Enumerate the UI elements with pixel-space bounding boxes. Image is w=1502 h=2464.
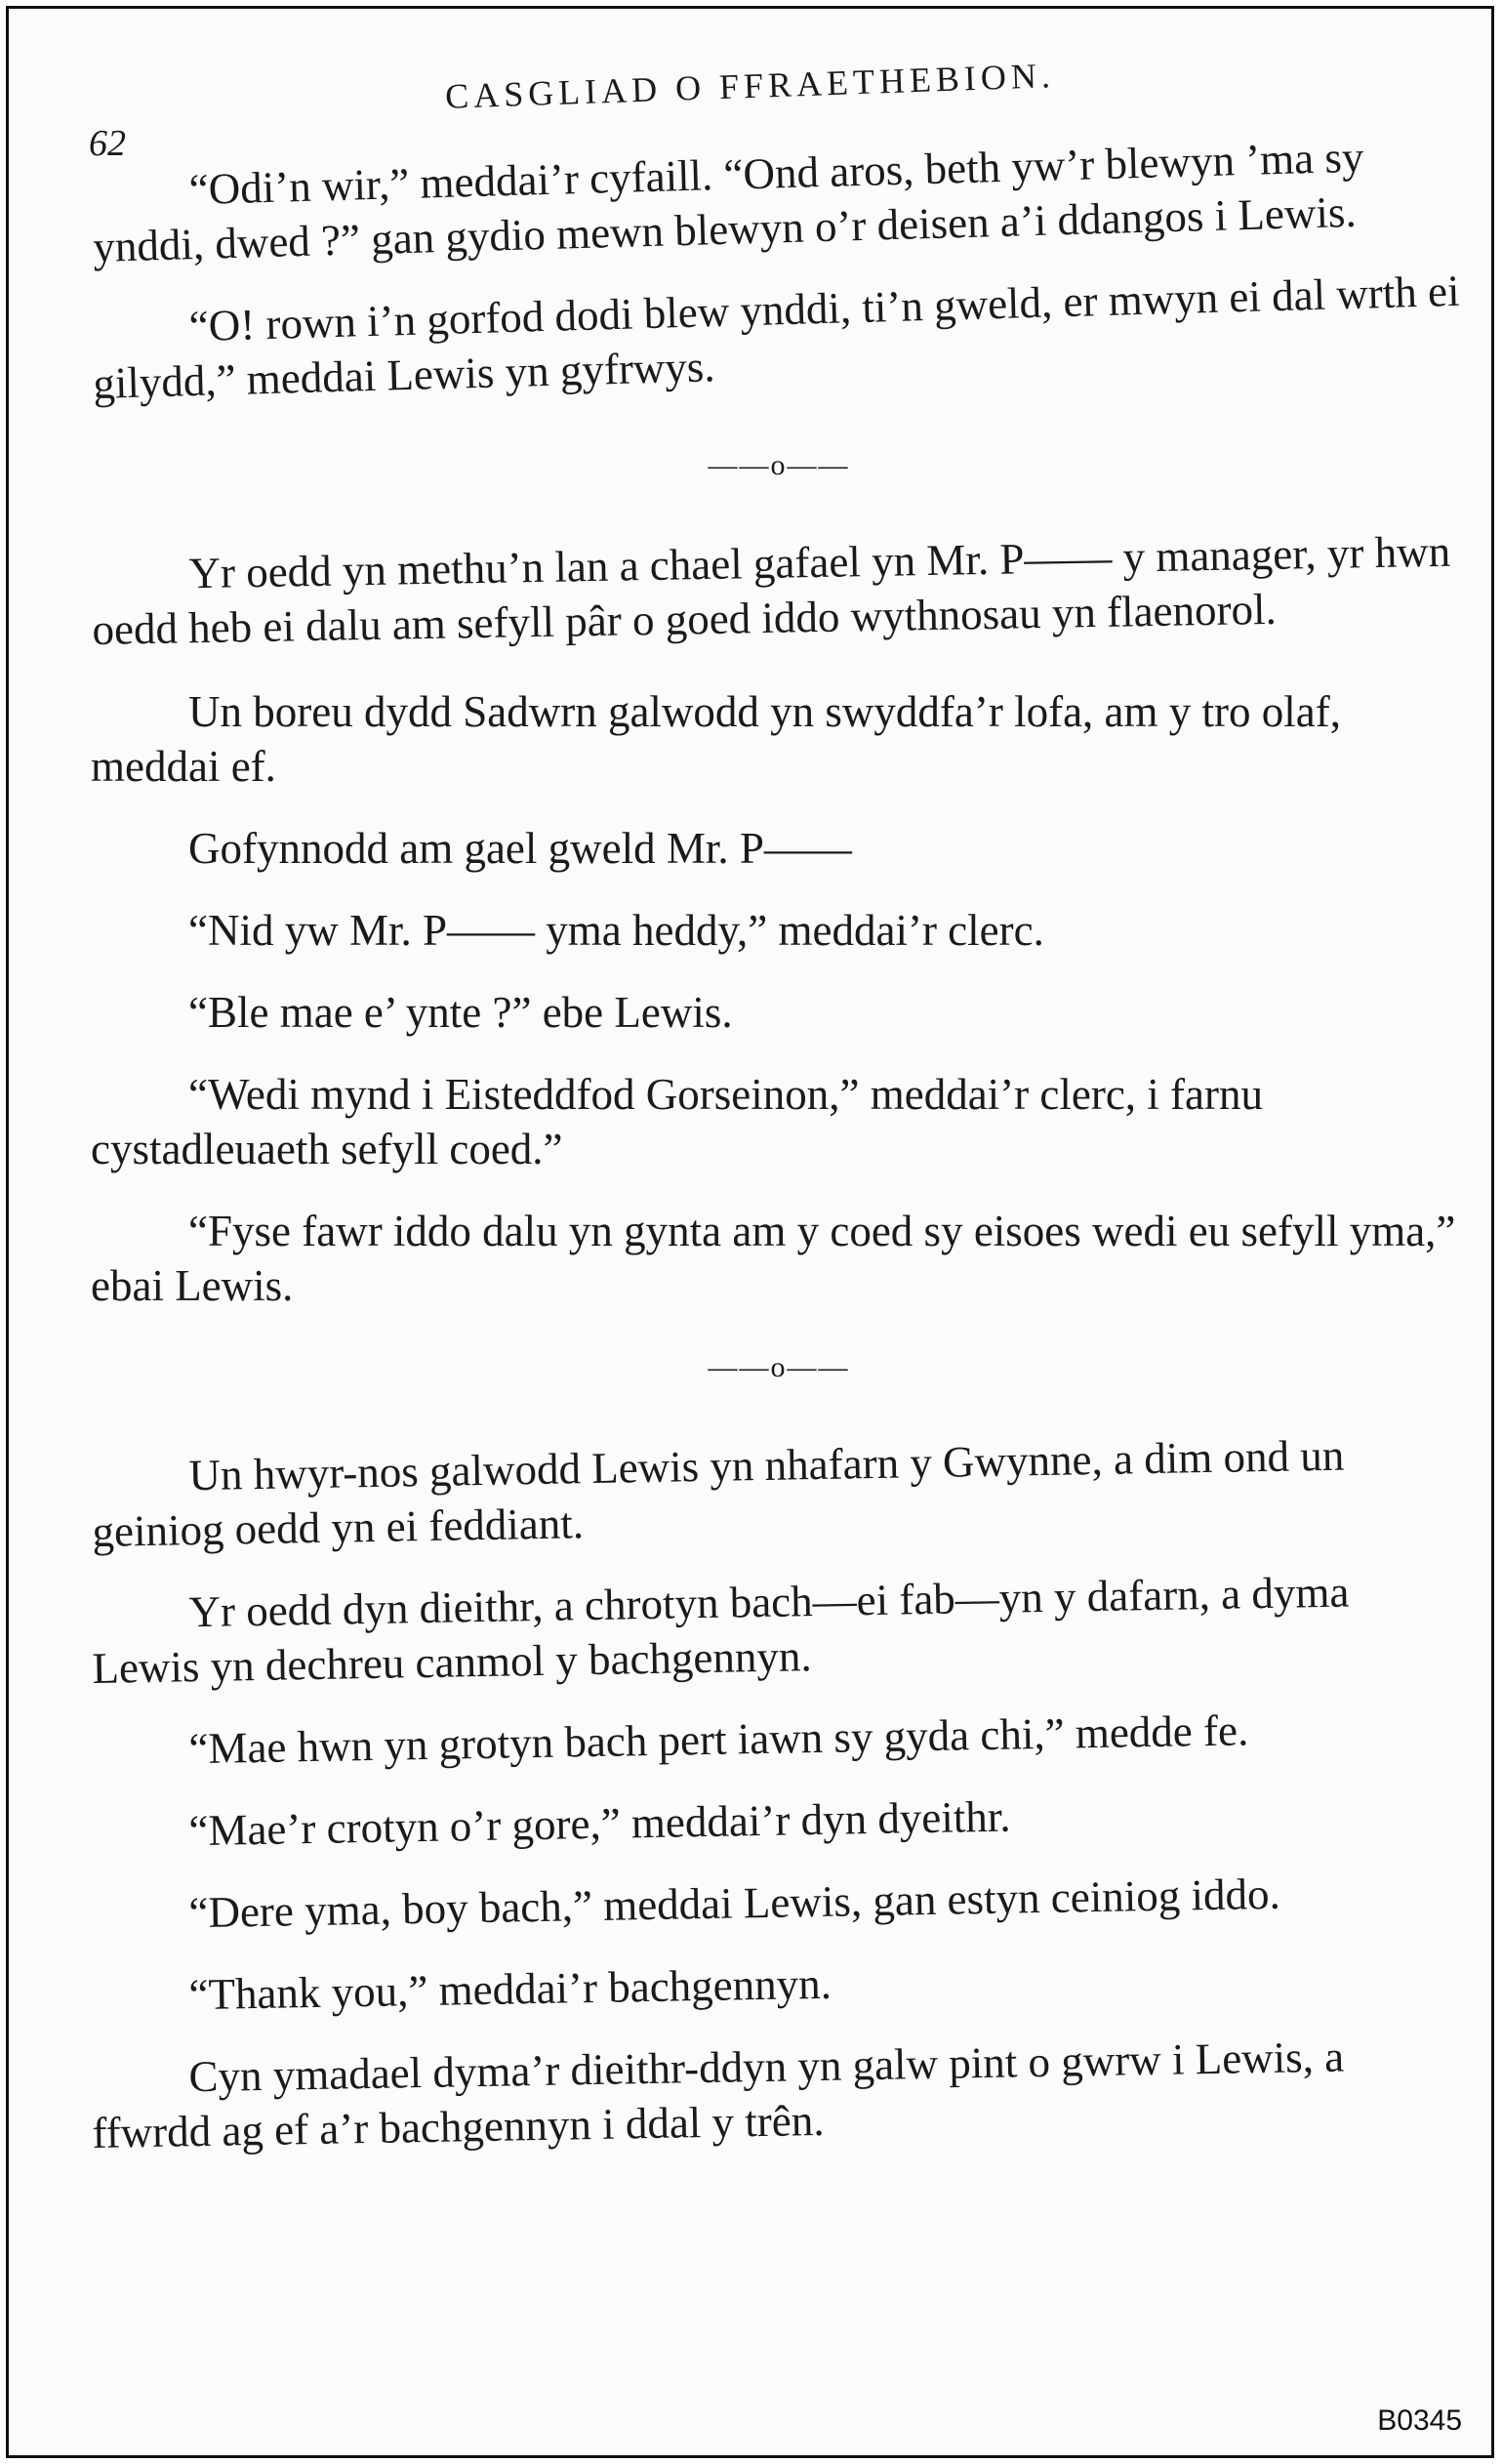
paragraph: “Ble mae e’ ynte ?” ebe Lewis. [188, 988, 733, 1037]
paragraph: Yr oedd yn methu’n lan a chael gafael yn Mr. P—— y manager, yr hwn oedd heb ei dalu am sefyll pâr o goed iddo wythnosau yn flaenorol. [92, 526, 1451, 654]
paragraph: “Wedi mynd i Eisteddfod Gorseinon,” meddai’r clerc, i farnu cystadleuaeth sefyll coed.” [91, 1070, 1264, 1173]
paragraph: Cyn ymadael dyma’r dieithr-ddyn yn galw pint o gwrw i Lewis, a ffwrdd ag ef a’r bachgennyn i ddal y trên. [92, 2032, 1345, 2157]
paragraph: “Nid yw Mr. P—— yma heddy,” meddai’r clerc. [188, 906, 1044, 955]
catalog-id: B0345 [1377, 2404, 1462, 2437]
paragraph: “Mae’r crotyn o’r gore,” meddai’r dyn dyeithr. [188, 1791, 1011, 1856]
paragraph: Un boreu dydd Sadwrn galwodd yn swyddfa’r lofa, am y tro olaf, meddai ef. [91, 687, 1341, 791]
paragraph: “O! rown i’n gorfod dodi blew ynddi, ti’n gweld, er mwyn ei dal wrth ei gilydd,” meddai Lewis yn gyfrwys. [92, 266, 1461, 408]
paragraph: Gofynnodd am gael gweld Mr. P—— [188, 824, 852, 873]
paragraph: “Dere yma, boy bach,” meddai Lewis, gan estyn ceiniog iddo. [188, 1869, 1281, 1938]
paragraph: “Odi’n wir,” meddai’r cyfaill. “Ond aros, beth yw’r blewyn ’ma sy ynddi, dwed ?” gan gydio mewn blewyn o’r deisen a’i ddangos i Lewis. [92, 132, 1365, 271]
section-separator: ——o—— [708, 449, 850, 481]
paragraph: “Thank you,” meddai’r bachgennyn. [188, 1958, 832, 2020]
paragraph: Yr oedd dyn dieithr, a chrotyn bach—ei fab—yn y dafarn, a dyma Lewis yn dechreu canmol y bachgennyn. [92, 1567, 1350, 1693]
section-separator: ——o—— [708, 1351, 850, 1383]
running-head: CASGLIAD O FFRAETHEBION. [444, 56, 1056, 116]
paragraph: Un hwyr-nos galwodd Lewis yn nhafarn y Gwynne, a dim ond un geiniog oedd yn ei feddiant. [92, 1430, 1345, 1556]
page-number: 62 [89, 123, 126, 164]
paragraph: “Fyse fawr iddo dalu yn gynta am y coed sy eisoes wedi eu sefyll yma,” ebai Lewis. [91, 1207, 1456, 1310]
paragraph: “Mae hwn yn grotyn bach pert iawn sy gyda chi,” medde fe. [188, 1705, 1249, 1774]
scanned-page [6, 6, 1494, 2458]
